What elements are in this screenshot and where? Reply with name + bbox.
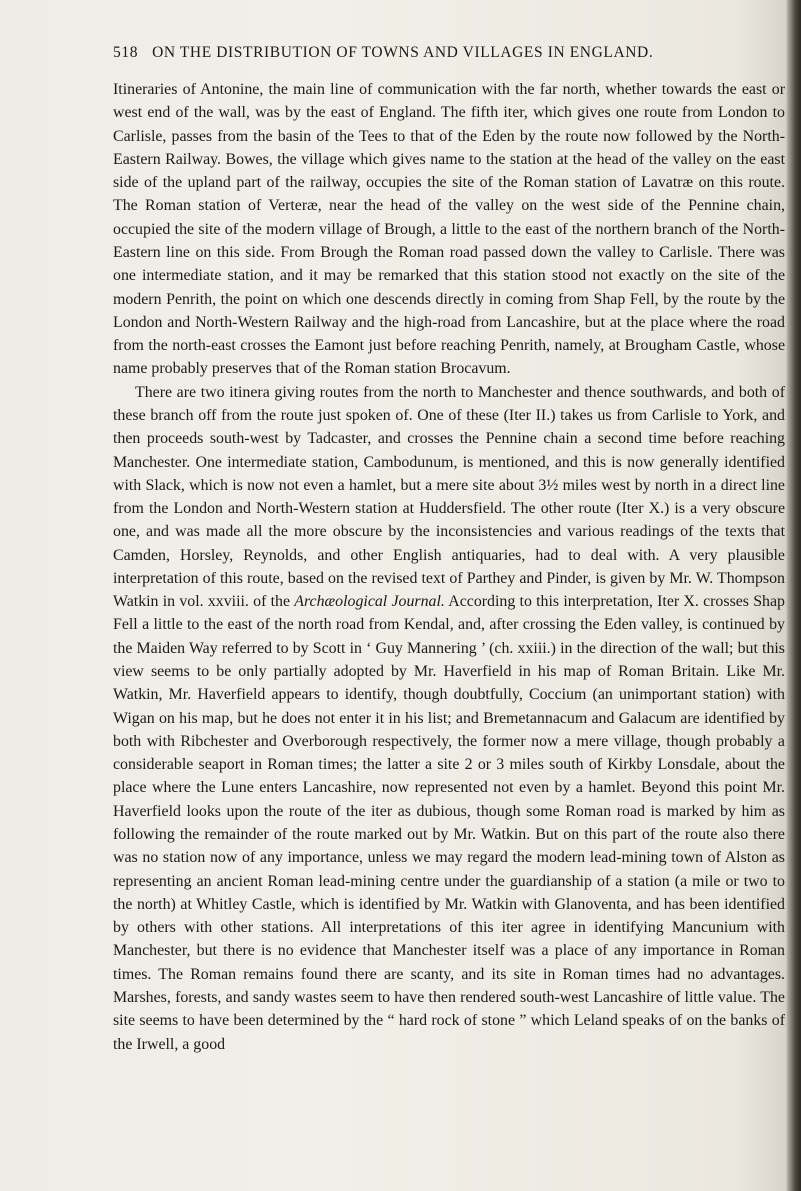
paragraph (113, 381, 785, 1056)
journal-title-italic: Archæological Journal. (294, 593, 445, 611)
body-text (113, 78, 785, 1056)
page-number: 518 (113, 44, 139, 61)
running-title: ON THE DISTRIBUTION OF TOWNS AND VILLAGES IN ENGLAND. (152, 44, 654, 61)
text-run: According to this interpretation, Iter X. crosses Shap Fell a little to the east of the north road from Kendal, and, after crossing the Eden valley, is continued by the Maiden Way referred to by Scott in ‘ Guy Mannering ’ (ch. xxiii.) in the direction of the wall; but this view seems to be only partially adopted by Mr. Haverfield in his map of Roman Britain. Like Mr. Watkin, Mr. Haverfield appears to identify, though doubtfully, Coccium (an unimportant station) with Wigan on his map, but he does not enter it in his list; and Bremetannacum and Galacum are identified by both with Ribchester and Overborough respectively, the former now a mere village, though probably a considerable seaport in Roman times; the latter a site 2 or 3 miles south of Kirkby Lonsdale, about the place where the Lune enters Lancashire, now represented not even by a hamlet. Beyond this point Mr. Haverfield looks upon the route of the iter as dubious, though some Roman road is marked by him as following the remainder of the route marked out by Mr. Watkin. But on this part of the route also there was no station now of any importance, unless we may regard the modern lead-mining town of Alston as representing an ancient Roman lead-mining centre under the guardianship of a station (a mile or two to the north) at Whitley Castle, which is identified by Mr. Watkin with Glanoventa, and has been identified by others with other stations. All interpretations of this iter agree in identifying Mancunium with Manchester, but there is no evidence that Manchester itself was a place of any importance in Roman times. The Roman remains found there are scanty, and its site in Roman times had no advantages. Marshes, forests, and sandy wastes seem to have then rendered south-west Lancashire of little value. The site seems to have been determined by the “ hard rock of stone ” which Leland speaks of on the banks of the Irwell, a good (113, 593, 785, 1053)
page-edge-shadow (787, 0, 801, 1191)
text-run: Itineraries of Antonine, the main line of communication with the far north, whether towards the east or west end of the wall, was by the east of England. The fifth iter, which gives one route from London to Carlisle, passes from the basin of the Tees to that of the Eden by the route now followed by the North-Eastern Railway. Bowes, the village which gives name to the station at the head of the valley on the east side of the upland part of the railway, occupies the site of the Roman station of Lavatræ on this route. The Roman station of Verteræ, near the head of the valley on the west side of the Pennine chain, occupied the site of the modern village of Brough, a little to the east of the northern branch of the North-Eastern line on this side. From Brough the Roman road passed down the valley to Carlisle. There was one intermediate station, and it may be remarked that this station stood not exactly on the site of the modern Penrith, the point on which one descends directly in coming from Shap Fell, by the route by the London and North-Western Railway and the high-road from Lancashire, but at the place where the road from the north-east crosses the Eamont just before reaching Penrith, namely, at Brougham Castle, whose name probably preserves that of the Roman station Brocavum. (113, 81, 785, 378)
running-header (113, 44, 753, 62)
text-run: There are two itinera giving routes from the north to Manchester and thence southwards, and both of these branch off from the route just spoken of. One of these (Iter II.) takes us from Carlisle to York, and then proceeds south-west by Tadcaster, and crosses the Pennine chain a second time before reaching Manchester. One intermediate station, Cambodunum, is mentioned, and this is now generally identified with Slack, which is now not even a hamlet, but a mere site about 3½ miles west by north in a direct line from the London and North-Western station at Huddersfield. The other route (Iter X.) is a very obscure one, and was made all the more obscure by the inconsistencies and various readings of the texts that Camden, Horsley, Reynolds, and other English antiquaries, had to deal with. A very plausible interpretation of this route, based on the revised text of Parthey and Pinder, is given by Mr. W. Thompson Watkin in vol. xxviii. of the (113, 383, 785, 611)
paragraph (113, 78, 785, 381)
